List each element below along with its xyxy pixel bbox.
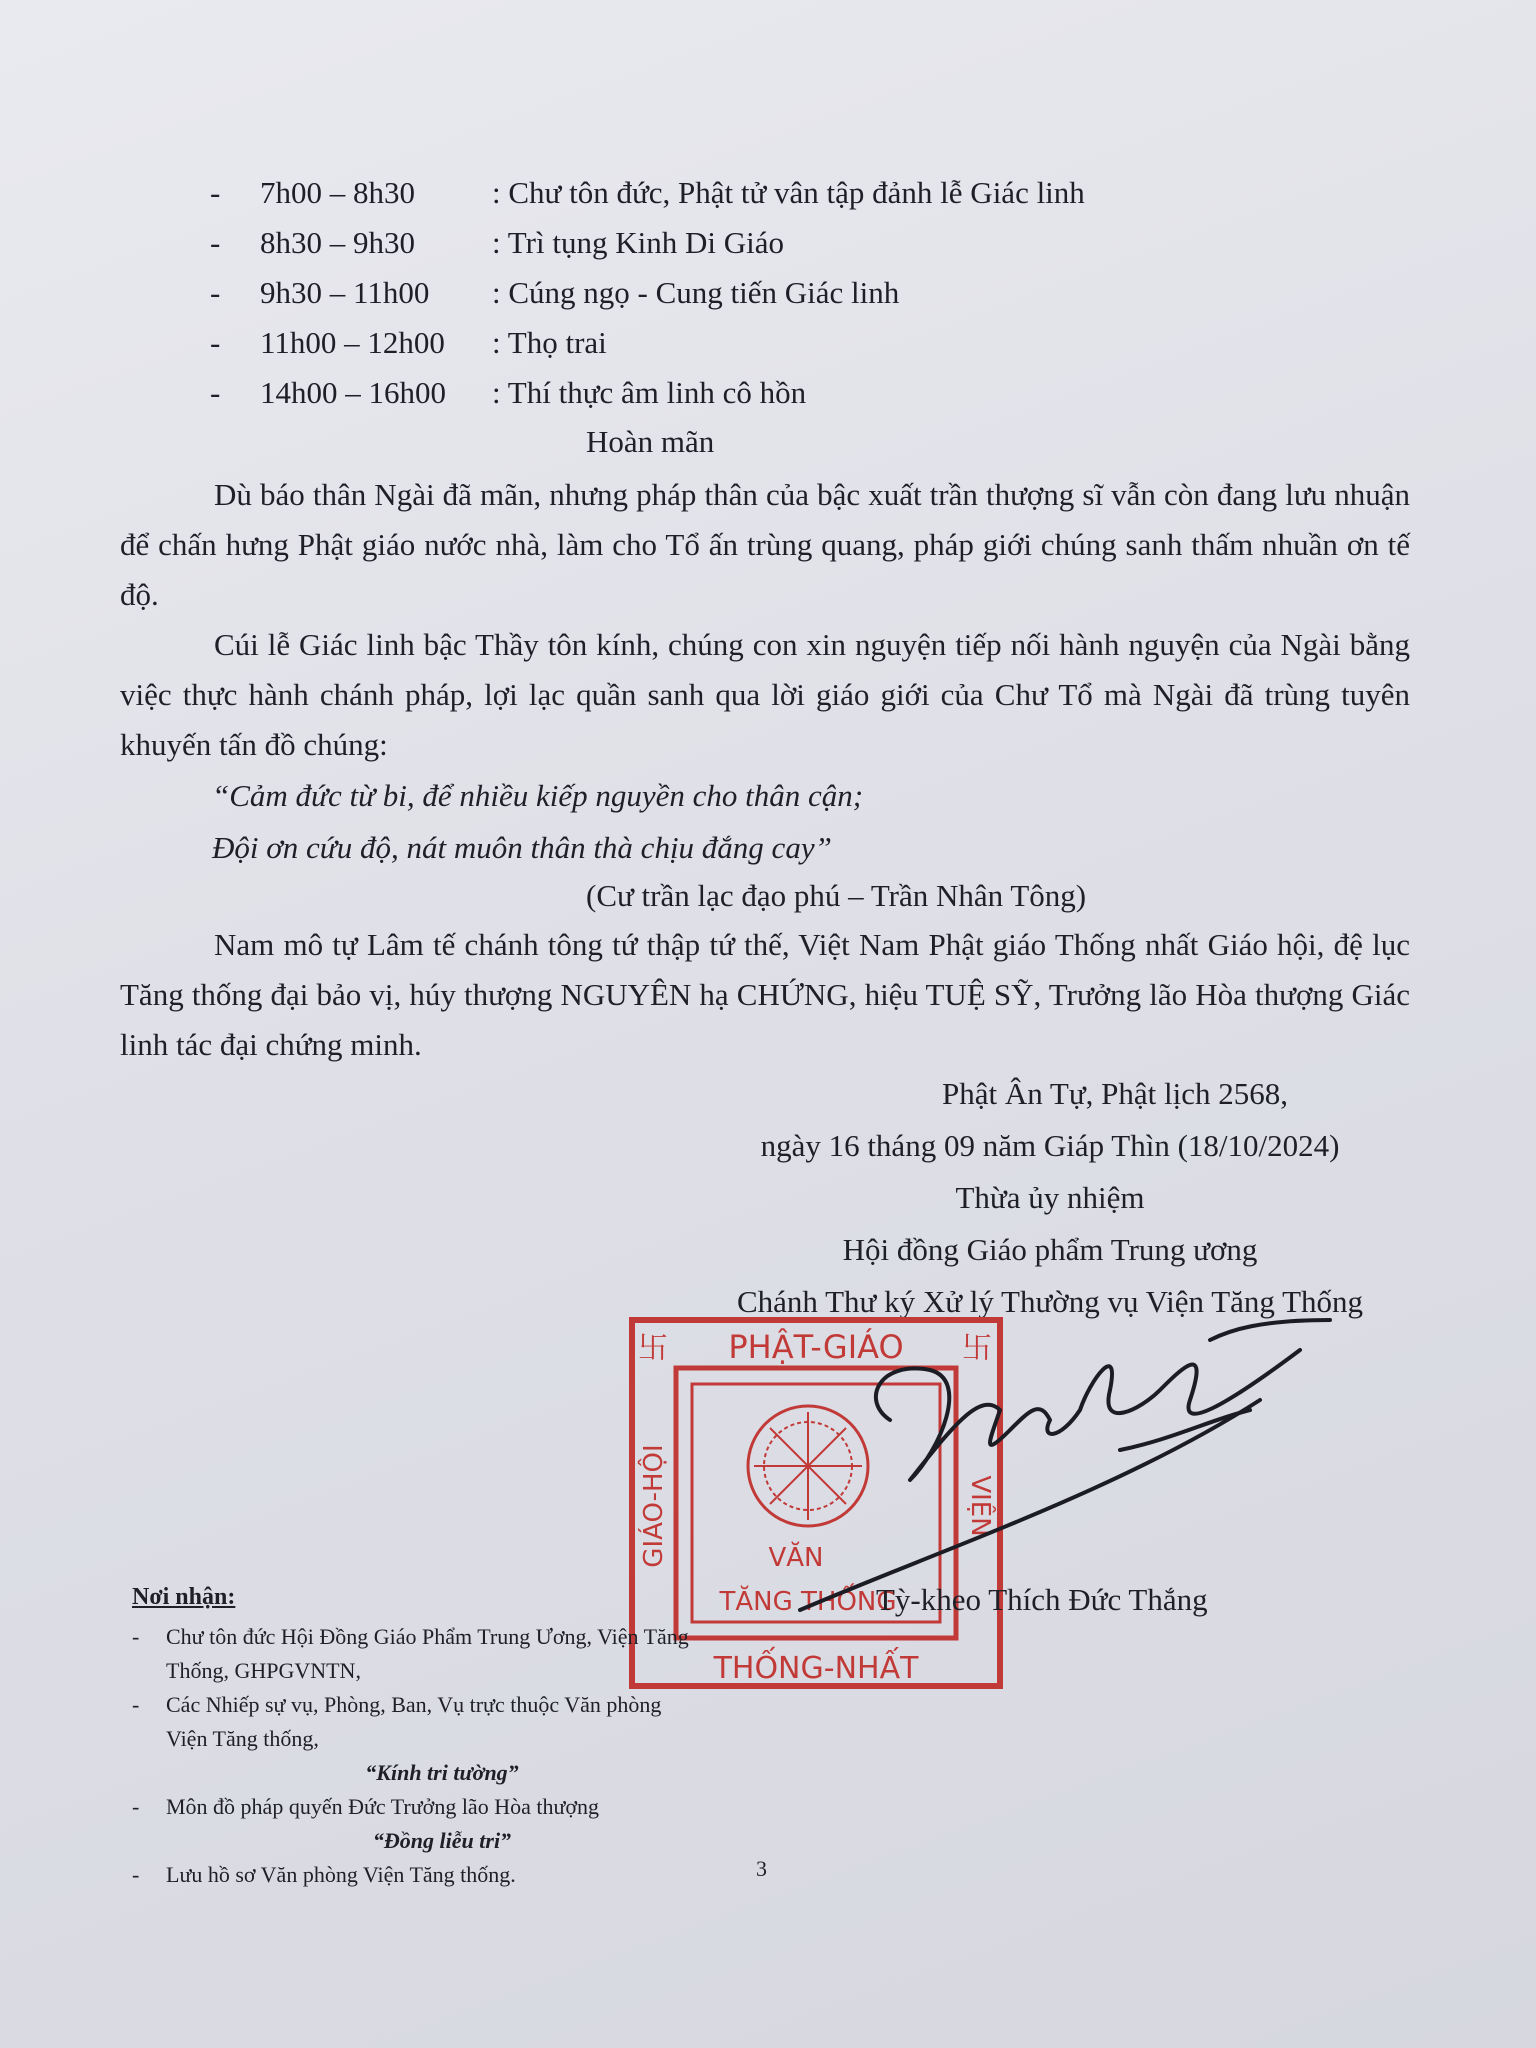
schedule-row	[210, 218, 1210, 268]
recipient-text: Môn đồ pháp quyến Đức Trưởng lão Hòa thượng	[166, 1794, 600, 1819]
signer-name: Tỳ-kheo Thích Đức Thắng	[876, 1582, 1208, 1617]
list-item	[132, 1790, 692, 1824]
verse-line-2: Đội ơn cứu độ, nát muôn thân thà chịu đắng cay”	[212, 830, 832, 865]
list-bullet: -	[210, 175, 221, 210]
recipient-note: “Đồng liễu tri”	[372, 1828, 512, 1853]
schedule-row	[210, 318, 1210, 368]
list-bullet: -	[132, 1794, 140, 1819]
schedule-time: 8h30 – 9h30	[260, 225, 415, 260]
seal-left-text: GIÁO-HỘI	[639, 1444, 669, 1568]
signature-stroke-underline	[800, 1400, 1260, 1610]
list-bullet: -	[132, 1862, 140, 1887]
paragraph-1: Dù báo thân Ngài đã mãn, nhưng pháp thân của bậc xuất trần thượng sĩ vẫn còn đang lưu nhuận để chấn hưng Phật giáo nước nhà, làm cho Tổ ấn trùng quang, pháp giới chúng sanh thấm nhuần ơn tế độ.	[120, 477, 1410, 612]
seal-inner-text-2: TĂNG THỐNG	[719, 1587, 897, 1617]
list-bullet: -	[132, 1624, 140, 1649]
position-line: Chánh Thư ký Xử lý Thường vụ Viện Tăng Thống	[736, 1284, 1364, 1319]
seal-swastika-right: 卐	[962, 1331, 992, 1366]
seal-right-text: VIỆN	[965, 1475, 995, 1537]
list-item	[132, 1620, 692, 1688]
invocation-paragraph: Nam mô tự Lâm tế chánh tông tứ thập tứ thế, Việt Nam Phật giáo Thống nhất Giáo hội, đệ lục Tăng thống đại bảo vị, húy thượng NGUYÊN hạ CHỨNG, hiệu TUỆ SỸ, Trưởng lão Hòa thượng Giác linh tác đại chứng minh.	[120, 927, 1410, 1062]
list-bullet: -	[210, 225, 221, 260]
recipients-list	[132, 1620, 692, 1892]
page-number: 3	[756, 1856, 767, 1881]
schedule-activity: : Trì tụng Kinh Di Giáo	[492, 225, 784, 260]
schedule-row	[210, 368, 1210, 418]
schedule-activity: : Cúng ngọ - Cung tiến Giác linh	[492, 275, 900, 310]
schedule-activity: : Thí thực âm linh cô hồn	[492, 375, 807, 410]
list-bullet: -	[132, 1692, 140, 1717]
seal-inner-text: VĂN	[768, 1543, 824, 1573]
council-line: Hội đồng Giáo phẩm Trung ương	[842, 1232, 1258, 1267]
schedule-list	[210, 168, 1210, 418]
schedule-time: 9h30 – 11h00	[260, 275, 430, 310]
schedule-row	[210, 168, 1210, 218]
date-line: ngày 16 tháng 09 năm Giáp Thìn (18/10/2024)	[760, 1128, 1340, 1163]
verse-line-1: “Cảm đức từ bi, để nhiều kiếp nguyền cho thân cận;	[212, 778, 864, 813]
handwritten-signature	[740, 1300, 1360, 1630]
recipient-text: Lưu hồ sơ Văn phòng Viện Tăng thống.	[166, 1862, 516, 1887]
list-item	[132, 1688, 692, 1756]
schedule-activity: : Thọ trai	[492, 325, 607, 360]
closing-line: Hoàn mãn	[586, 424, 715, 459]
paragraph-2: Cúi lễ Giác linh bậc Thầy tôn kính, chúng con xin nguyện tiếp nối hành nguyện của Ngài bằng việc thực hành chánh pháp, lợi lạc quần sanh qua lời giáo giới của Chư Tổ mà Ngài đã trùng tuyên khuyến tấn đồ chúng:	[120, 627, 1410, 762]
schedule-activity: : Chư tôn đức, Phật tử vân tập đảnh lễ Giác linh	[492, 175, 1085, 210]
schedule-time: 7h00 – 8h30	[260, 175, 415, 210]
recipients-title: Nơi nhận:	[132, 1584, 236, 1610]
list-bullet: -	[210, 325, 221, 360]
schedule-time: 14h00 – 16h00	[260, 375, 446, 410]
recipient-text: Các Nhiếp sự vụ, Phòng, Ban, Vụ trực thuộc Văn phòng Viện Tăng thống,	[166, 1692, 662, 1751]
signature-block	[640, 1068, 1460, 1328]
schedule-time: 11h00 – 12h00	[260, 325, 445, 360]
seal-bottom-text: THỐNG-NHẤT	[713, 1651, 919, 1686]
verse-source: (Cư trần lạc đạo phú – Trần Nhân Tông)	[586, 878, 1087, 913]
delegation-line: Thừa ủy nhiệm	[955, 1180, 1145, 1215]
schedule-row	[210, 268, 1210, 318]
place-line: Phật Ân Tự, Phật lịch 2568,	[941, 1076, 1289, 1111]
seal-swastika-left: 卐	[638, 1331, 668, 1366]
list-item	[132, 1858, 692, 1892]
recipient-text: Chư tôn đức Hội Đồng Giáo Phẩm Trung Ương, Viện Tăng Thống, GHPGVNTN,	[166, 1624, 689, 1683]
list-bullet: -	[210, 375, 221, 410]
signature-stroke-cross	[1210, 1320, 1330, 1340]
seal-top-text: PHẬT-GIÁO	[728, 1328, 904, 1366]
list-bullet: -	[210, 275, 221, 310]
recipient-note: “Kính tri tường”	[365, 1760, 519, 1785]
